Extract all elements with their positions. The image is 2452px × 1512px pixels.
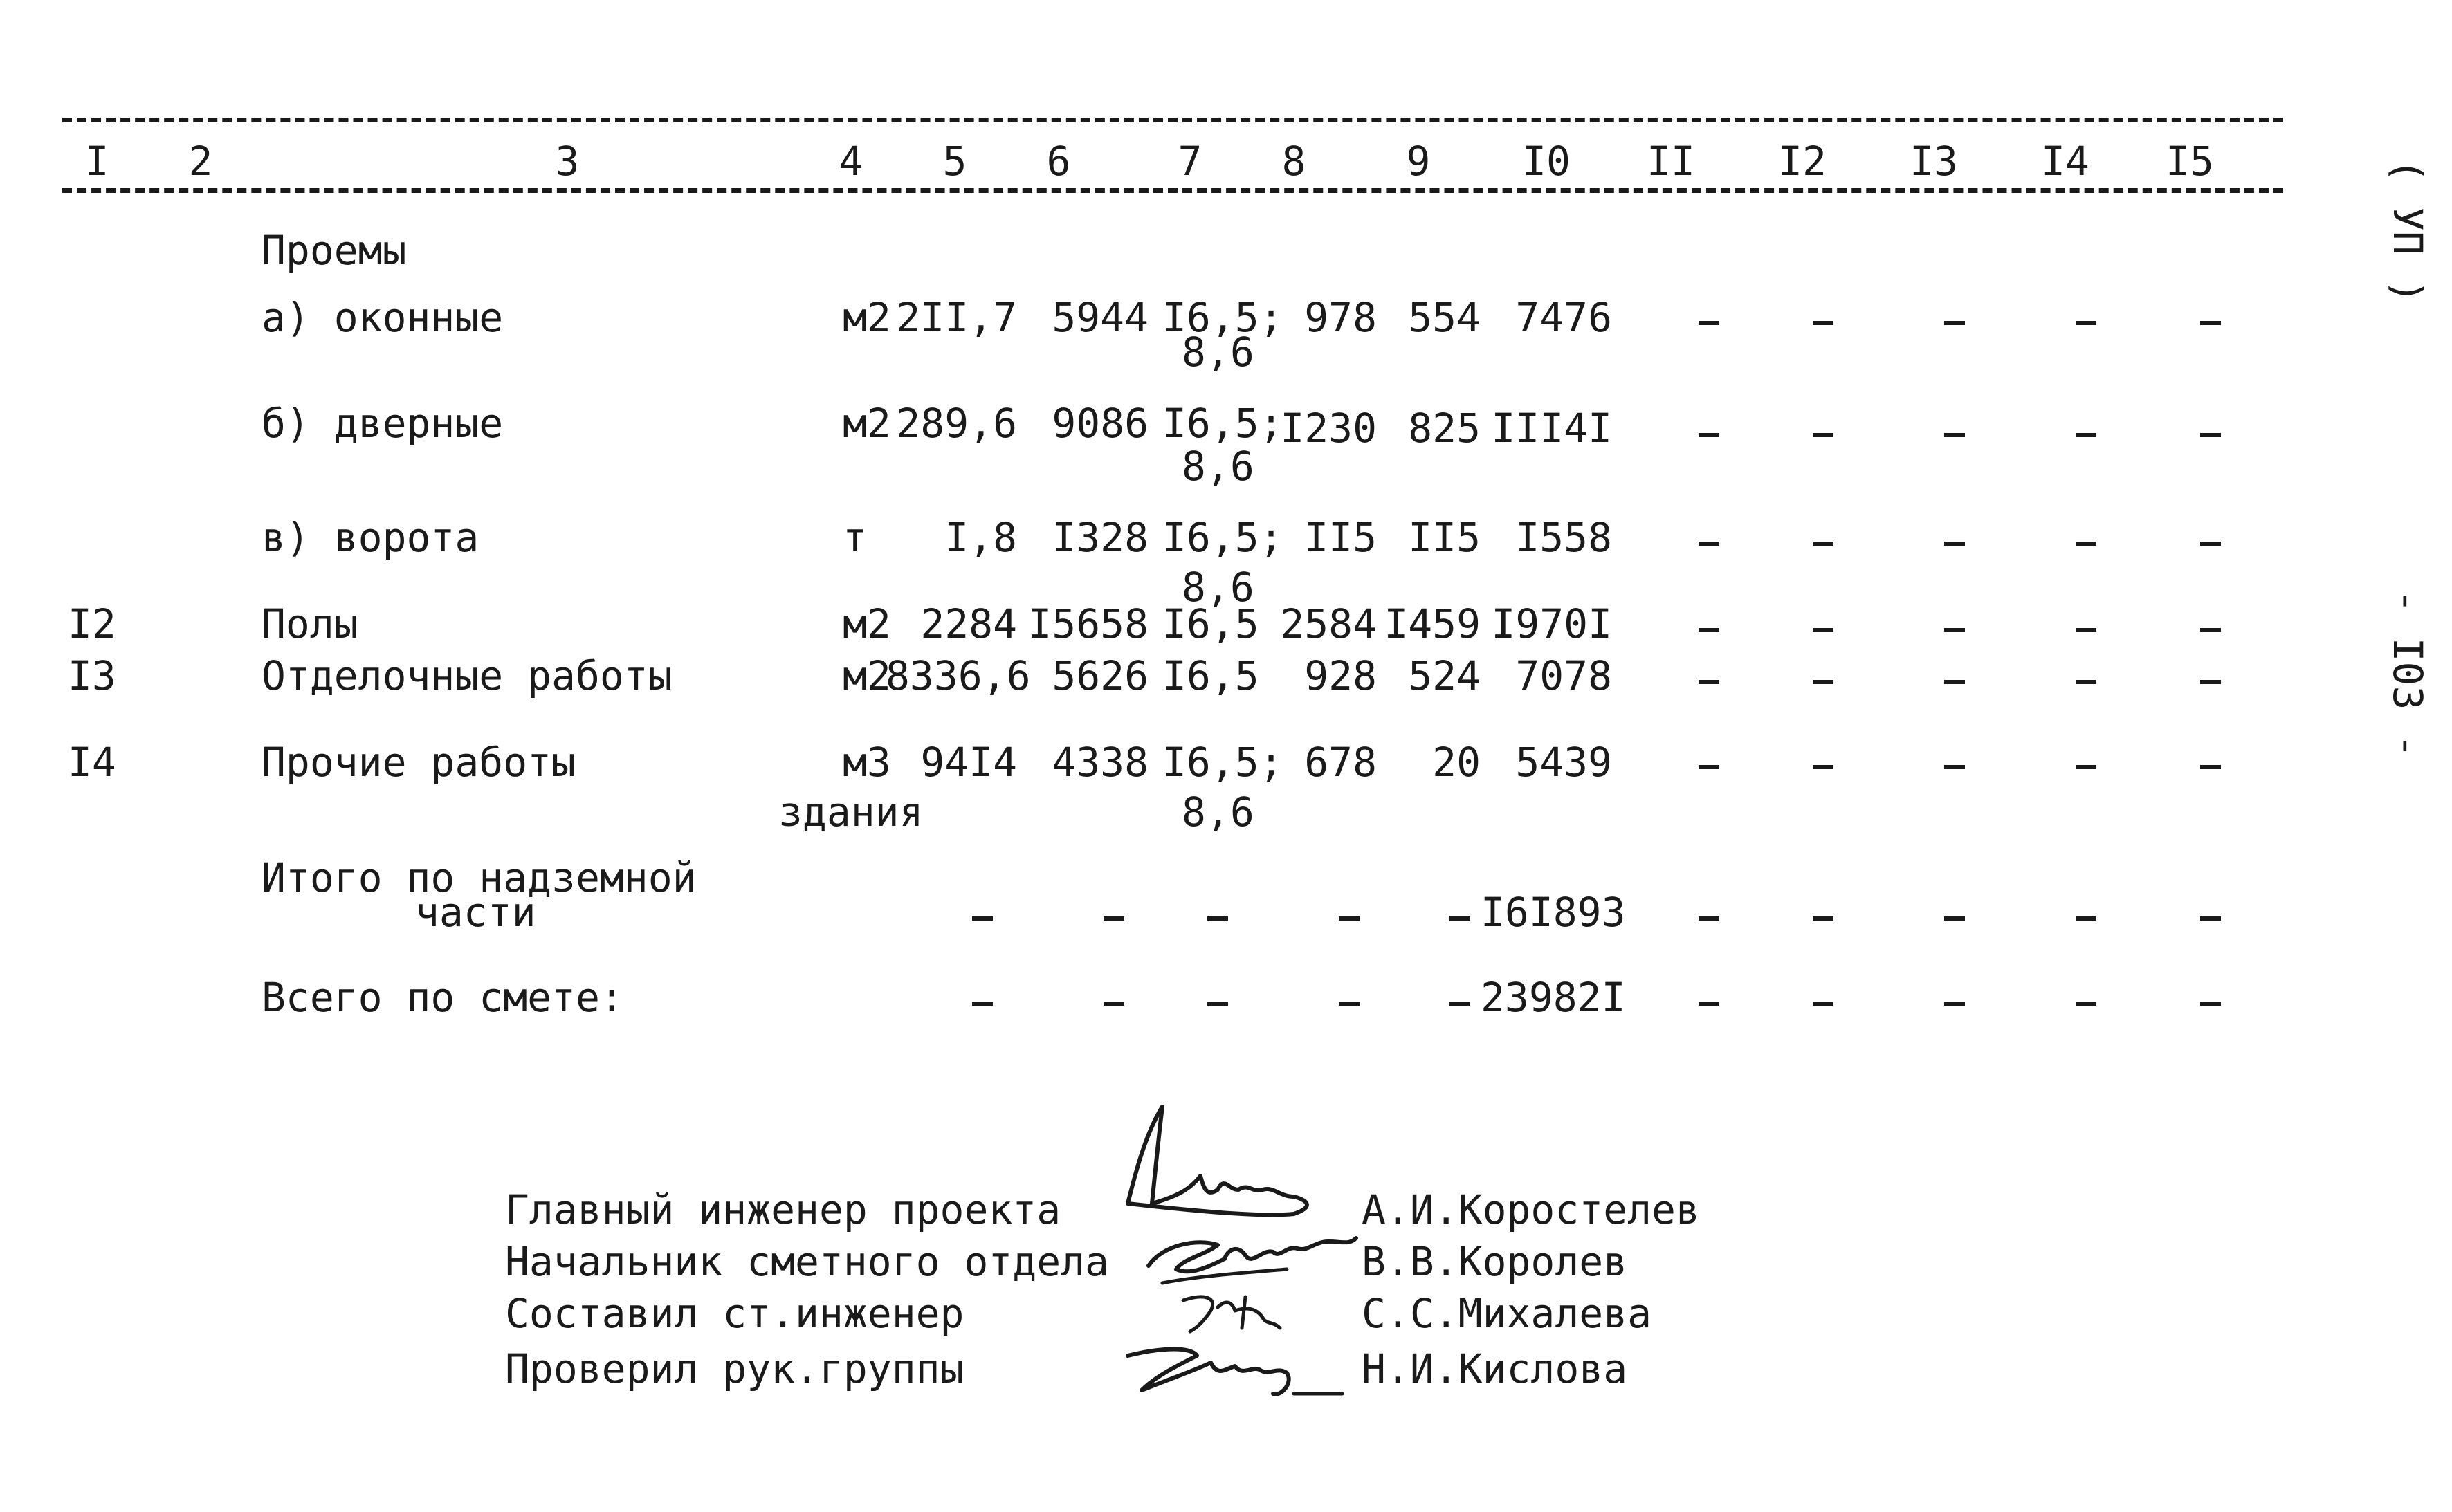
- row-name: Отделочные работы: [262, 652, 673, 699]
- empty-cell-dash: [1944, 628, 1965, 632]
- empty-cell-dash: [972, 916, 993, 921]
- row-col5: 2II,7: [896, 294, 1017, 341]
- empty-cell-dash: [1944, 542, 1965, 546]
- empty-cell-dash: [2076, 680, 2096, 684]
- row-col8: 928: [1304, 652, 1377, 699]
- row-col5: 2284: [920, 600, 1017, 647]
- row-col7-line1: I6,5;: [1162, 294, 1283, 341]
- empty-cell-dash: [1944, 321, 1965, 325]
- total-label: Всего по смете:: [262, 974, 624, 1021]
- empty-cell-dash: [1813, 680, 1833, 684]
- header-col-15: I5: [2166, 138, 2214, 185]
- header-col-13: I3: [1910, 138, 1958, 185]
- empty-cell-dash: [1813, 1002, 1833, 1006]
- total-col10: I6I893: [1481, 889, 1626, 936]
- signature-name: А.И.Коростелев: [1362, 1186, 1700, 1233]
- empty-cell-dash: [1449, 1002, 1470, 1006]
- row-name: Полы: [262, 600, 358, 647]
- row-col7-line1: I6,5: [1162, 652, 1259, 699]
- row-col6: I328: [1052, 514, 1149, 561]
- row-col7-line2: 8,6: [1182, 329, 1254, 376]
- margin-page-number: - I03 -: [2384, 589, 2431, 759]
- row-col5: 289,6: [896, 400, 1017, 447]
- row-col8: 678: [1304, 739, 1377, 786]
- empty-cell-dash: [2076, 916, 2096, 921]
- row-col8: 978: [1304, 294, 1377, 341]
- empty-cell-dash: [1944, 433, 1965, 437]
- handwritten-signature-1: [1086, 1093, 1335, 1224]
- empty-cell-dash: [1699, 433, 1719, 437]
- row-col5: 94I4: [920, 739, 1017, 786]
- row-number: I2: [68, 600, 116, 647]
- empty-cell-dash: [1813, 628, 1833, 632]
- empty-cell-dash: [1944, 765, 1965, 769]
- signature-role: Главный инженер проекта: [505, 1186, 1061, 1233]
- row-unit: т: [843, 514, 867, 561]
- row-col5: 8336,6: [886, 652, 1031, 699]
- row-name: а) оконные: [262, 294, 504, 341]
- signature-role: Проверил рук.группы: [505, 1345, 964, 1392]
- row-col10: 5439: [1515, 739, 1612, 786]
- row-col10: III4I: [1491, 405, 1612, 452]
- header-col-1: I: [84, 138, 109, 185]
- empty-cell-dash: [1207, 916, 1228, 921]
- empty-cell-dash: [1699, 916, 1719, 921]
- row-col7-line2: 8,6: [1182, 443, 1254, 490]
- row-number: I4: [68, 739, 116, 786]
- table-top-rule: [62, 118, 2283, 122]
- empty-cell-dash: [1699, 321, 1719, 325]
- section-label: Проемы: [262, 227, 407, 274]
- row-col7-line1: I6,5;: [1162, 739, 1283, 786]
- row-col9: 825: [1408, 405, 1481, 452]
- empty-cell-dash: [2200, 765, 2221, 769]
- row-col9: 20: [1432, 739, 1481, 786]
- empty-cell-dash: [1944, 680, 1965, 684]
- row-name: Прочие работы: [262, 739, 576, 786]
- total-label: Итого по надземной: [262, 854, 697, 901]
- header-col-14: I4: [2041, 138, 2089, 185]
- empty-cell-dash: [1104, 1002, 1124, 1006]
- header-col-10: I0: [1522, 138, 1571, 185]
- row-col8: I230: [1280, 405, 1377, 452]
- row-number: I3: [68, 652, 116, 699]
- signature-name: В.В.Королев: [1362, 1238, 1628, 1285]
- row-col8: II5: [1304, 514, 1377, 561]
- header-col-12: I2: [1778, 138, 1827, 185]
- empty-cell-dash: [1104, 916, 1124, 921]
- empty-cell-dash: [1207, 1002, 1228, 1006]
- empty-cell-dash: [1339, 1002, 1360, 1006]
- empty-cell-dash: [1944, 1002, 1965, 1006]
- row-col9: 554: [1408, 294, 1481, 341]
- empty-cell-dash: [972, 1002, 993, 1006]
- header-col-11: II: [1647, 138, 1695, 185]
- row-col10: 7078: [1515, 652, 1612, 699]
- header-col-7: 7: [1178, 138, 1202, 185]
- empty-cell-dash: [2076, 628, 2096, 632]
- row-unit: м2: [843, 600, 891, 647]
- empty-cell-dash: [2200, 321, 2221, 325]
- row-col8: 2584: [1280, 600, 1377, 647]
- empty-cell-dash: [1813, 542, 1833, 546]
- row-col6: 5626: [1052, 652, 1149, 699]
- empty-cell-dash: [1944, 916, 1965, 921]
- row-unit: м2: [843, 652, 891, 699]
- signature-name: С.С.Михалева: [1362, 1290, 1652, 1337]
- empty-cell-dash: [2076, 765, 2096, 769]
- empty-cell-dash: [2076, 433, 2096, 437]
- empty-cell-dash: [1813, 916, 1833, 921]
- header-col-8: 8: [1281, 138, 1306, 185]
- row-col9: II5: [1408, 514, 1481, 561]
- total-label-line2: части: [415, 889, 536, 936]
- row-col6: I5658: [1027, 600, 1149, 647]
- row-col7-line1: I6,5;: [1162, 400, 1283, 447]
- row-col9: I459: [1384, 600, 1481, 647]
- row-col9: 524: [1408, 652, 1481, 699]
- row-unit: м2: [843, 294, 891, 341]
- empty-cell-dash: [1449, 916, 1470, 921]
- row-name: б) дверные: [262, 400, 504, 447]
- header-col-4: 4: [839, 138, 863, 185]
- row-name: в) ворота: [262, 514, 479, 561]
- empty-cell-dash: [1699, 680, 1719, 684]
- row-unit: м3: [843, 739, 891, 786]
- total-col10: 23982I: [1481, 974, 1626, 1021]
- row-unit-line2: здания: [778, 789, 924, 836]
- signature-role: Начальник сметного отдела: [505, 1238, 1109, 1285]
- row-col7-line1: I6,5: [1162, 600, 1259, 647]
- header-col-2: 2: [188, 138, 213, 185]
- header-col-9: 9: [1406, 138, 1431, 185]
- empty-cell-dash: [2076, 542, 2096, 546]
- signature-name: Н.И.Кислова: [1362, 1345, 1628, 1392]
- row-col10: I970I: [1491, 600, 1612, 647]
- row-col10: 7476: [1515, 294, 1612, 341]
- row-col5: I,8: [944, 514, 1017, 561]
- empty-cell-dash: [2076, 321, 2096, 325]
- empty-cell-dash: [2200, 628, 2221, 632]
- empty-cell-dash: [1699, 628, 1719, 632]
- empty-cell-dash: [2200, 1002, 2221, 1006]
- header-col-5: 5: [942, 138, 967, 185]
- header-col-3: 3: [555, 138, 580, 185]
- empty-cell-dash: [1813, 433, 1833, 437]
- empty-cell-dash: [1699, 1002, 1719, 1006]
- margin-top-mark: ( УП ): [2384, 158, 2431, 304]
- row-col7-line2: 8,6: [1182, 564, 1254, 611]
- handwritten-signature-4: [1114, 1328, 1349, 1411]
- empty-cell-dash: [1813, 765, 1833, 769]
- row-col6: 4338: [1052, 739, 1149, 786]
- empty-cell-dash: [1699, 765, 1719, 769]
- empty-cell-dash: [2200, 916, 2221, 921]
- row-col10: I558: [1515, 514, 1612, 561]
- row-col6: 5944: [1052, 294, 1149, 341]
- header-bottom-rule: [62, 188, 2283, 193]
- empty-cell-dash: [2076, 1002, 2096, 1006]
- empty-cell-dash: [2200, 433, 2221, 437]
- row-unit: м2: [843, 400, 891, 447]
- empty-cell-dash: [2200, 680, 2221, 684]
- empty-cell-dash: [2200, 542, 2221, 546]
- row-col7-line1: I6,5;: [1162, 514, 1283, 561]
- empty-cell-dash: [1699, 542, 1719, 546]
- row-col6: 9086: [1052, 400, 1149, 447]
- empty-cell-dash: [1339, 916, 1360, 921]
- row-col7-line2: 8,6: [1182, 789, 1254, 836]
- signature-role: Составил ст.инженер: [505, 1290, 964, 1337]
- header-col-6: 6: [1046, 138, 1071, 185]
- empty-cell-dash: [1813, 321, 1833, 325]
